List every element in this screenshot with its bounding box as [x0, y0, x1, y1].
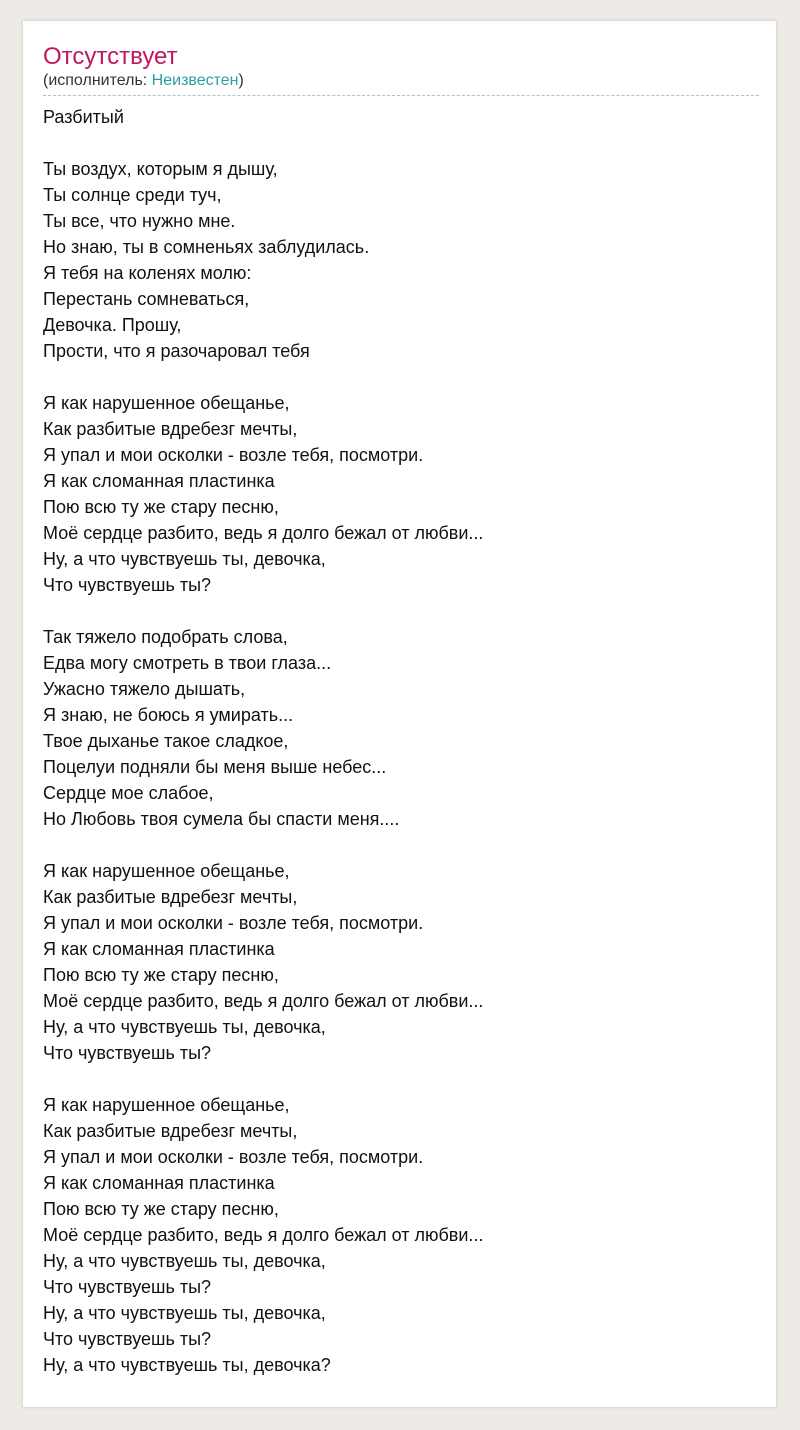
lyric-line: Пою всю ту же стару песню,: [43, 497, 279, 517]
lyric-line: Что чувствуешь ты?: [43, 1043, 212, 1063]
lyric-line: Как разбитые вдребезг мечты,: [43, 887, 298, 907]
lyric-line: Я как нарушенное обещанье,: [43, 861, 290, 881]
lyric-line: Прости, что я разочаровал тебя: [43, 341, 310, 361]
lyric-line: Я как сломанная пластинка: [43, 471, 275, 491]
lyric-line: Так тяжело подобрать слова,: [43, 627, 288, 647]
lyrics-card: [22, 20, 777, 1408]
lyric-line: Едва могу смотреть в твои глаза...: [43, 653, 332, 673]
lyric-line: Я как сломанная пластинка: [43, 1173, 275, 1193]
lyric-line: Я упал и мои осколки - возле тебя, посмотри.: [43, 1147, 424, 1167]
lyric-line: Моё сердце разбито, ведь я долго бежал от любви...: [43, 991, 484, 1011]
lyric-line: Ты воздух, которым я дышу,: [43, 159, 278, 179]
stanza-break: [43, 1066, 759, 1092]
lyric-line: Твое дыханье такое сладкое,: [43, 731, 289, 751]
stanza-break: [43, 364, 759, 390]
lyric-line: Я упал и мои осколки - возле тебя, посмотри.: [43, 913, 424, 933]
lyric-line: Ты солнце среди туч,: [43, 185, 222, 205]
lyric-line: Девочка. Прошу,: [43, 315, 182, 335]
artist-prefix: (исполнитель:: [43, 72, 152, 89]
lyric-line: Моё сердце разбито, ведь я долго бежал от любви...: [43, 523, 484, 543]
lyric-line: Я как нарушенное обещанье,: [43, 393, 290, 413]
lyric-line: Но Любовь твоя сумела бы спасти меня....: [43, 809, 400, 829]
stanza-break: [43, 130, 759, 156]
lyric-line: Разбитый: [43, 107, 124, 127]
lyric-line: Я знаю, не боюсь я умирать...: [43, 705, 294, 725]
lyric-line: Пою всю ту же стару песню,: [43, 965, 279, 985]
lyric-line: Что чувствуешь ты?: [43, 1329, 212, 1349]
lyric-line: Я как сломанная пластинка: [43, 939, 275, 959]
lyric-line: Моё сердце разбито, ведь я долго бежал от любви...: [43, 1225, 484, 1245]
lyric-line: Ну, а что чувствуешь ты, девочка,: [43, 1017, 326, 1037]
lyric-line: Что чувствуешь ты?: [43, 1277, 212, 1297]
song-title: Отсутствует: [43, 43, 178, 70]
artist-suffix: ): [238, 72, 244, 89]
stanza-break: [43, 832, 759, 858]
stanza-break: [43, 598, 759, 624]
lyric-line: Но знаю, ты в сомненьях заблудилась.: [43, 237, 370, 257]
lyric-line: Ну, а что чувствуешь ты, девочка,: [43, 1251, 326, 1271]
lyric-line: Перестань сомневаться,: [43, 289, 250, 309]
lyric-line: Я упал и мои осколки - возле тебя, посмотри.: [43, 445, 424, 465]
lyric-line: Ну, а что чувствуешь ты, девочка,: [43, 1303, 326, 1323]
lyric-line: Я тебя на коленях молю:: [43, 263, 252, 283]
artist-link[interactable]: Неизвестен: [151, 72, 239, 89]
lyric-line: Я как нарушенное обещанье,: [43, 1095, 290, 1115]
lyric-line: Пою всю ту же стару песню,: [43, 1199, 279, 1219]
lyric-line: Ну, а что чувствуешь ты, девочка?: [43, 1355, 331, 1375]
artist-line: [43, 71, 759, 91]
lyric-line: Как разбитые вдребезг мечты,: [43, 419, 298, 439]
lyric-line: Что чувствуешь ты?: [43, 575, 212, 595]
lyrics-body: [43, 104, 759, 1378]
lyric-line: Ужасно тяжело дышать,: [43, 679, 246, 699]
lyric-line: Поцелуи подняли бы меня выше небес...: [43, 757, 387, 777]
lyric-line: Ты все, что нужно мне.: [43, 211, 236, 231]
lyric-line: Сердце мое слабое,: [43, 783, 214, 803]
lyric-line: Ну, а что чувствуешь ты, девочка,: [43, 549, 326, 569]
song-header: [43, 43, 759, 96]
lyric-line: Как разбитые вдребезг мечты,: [43, 1121, 298, 1141]
